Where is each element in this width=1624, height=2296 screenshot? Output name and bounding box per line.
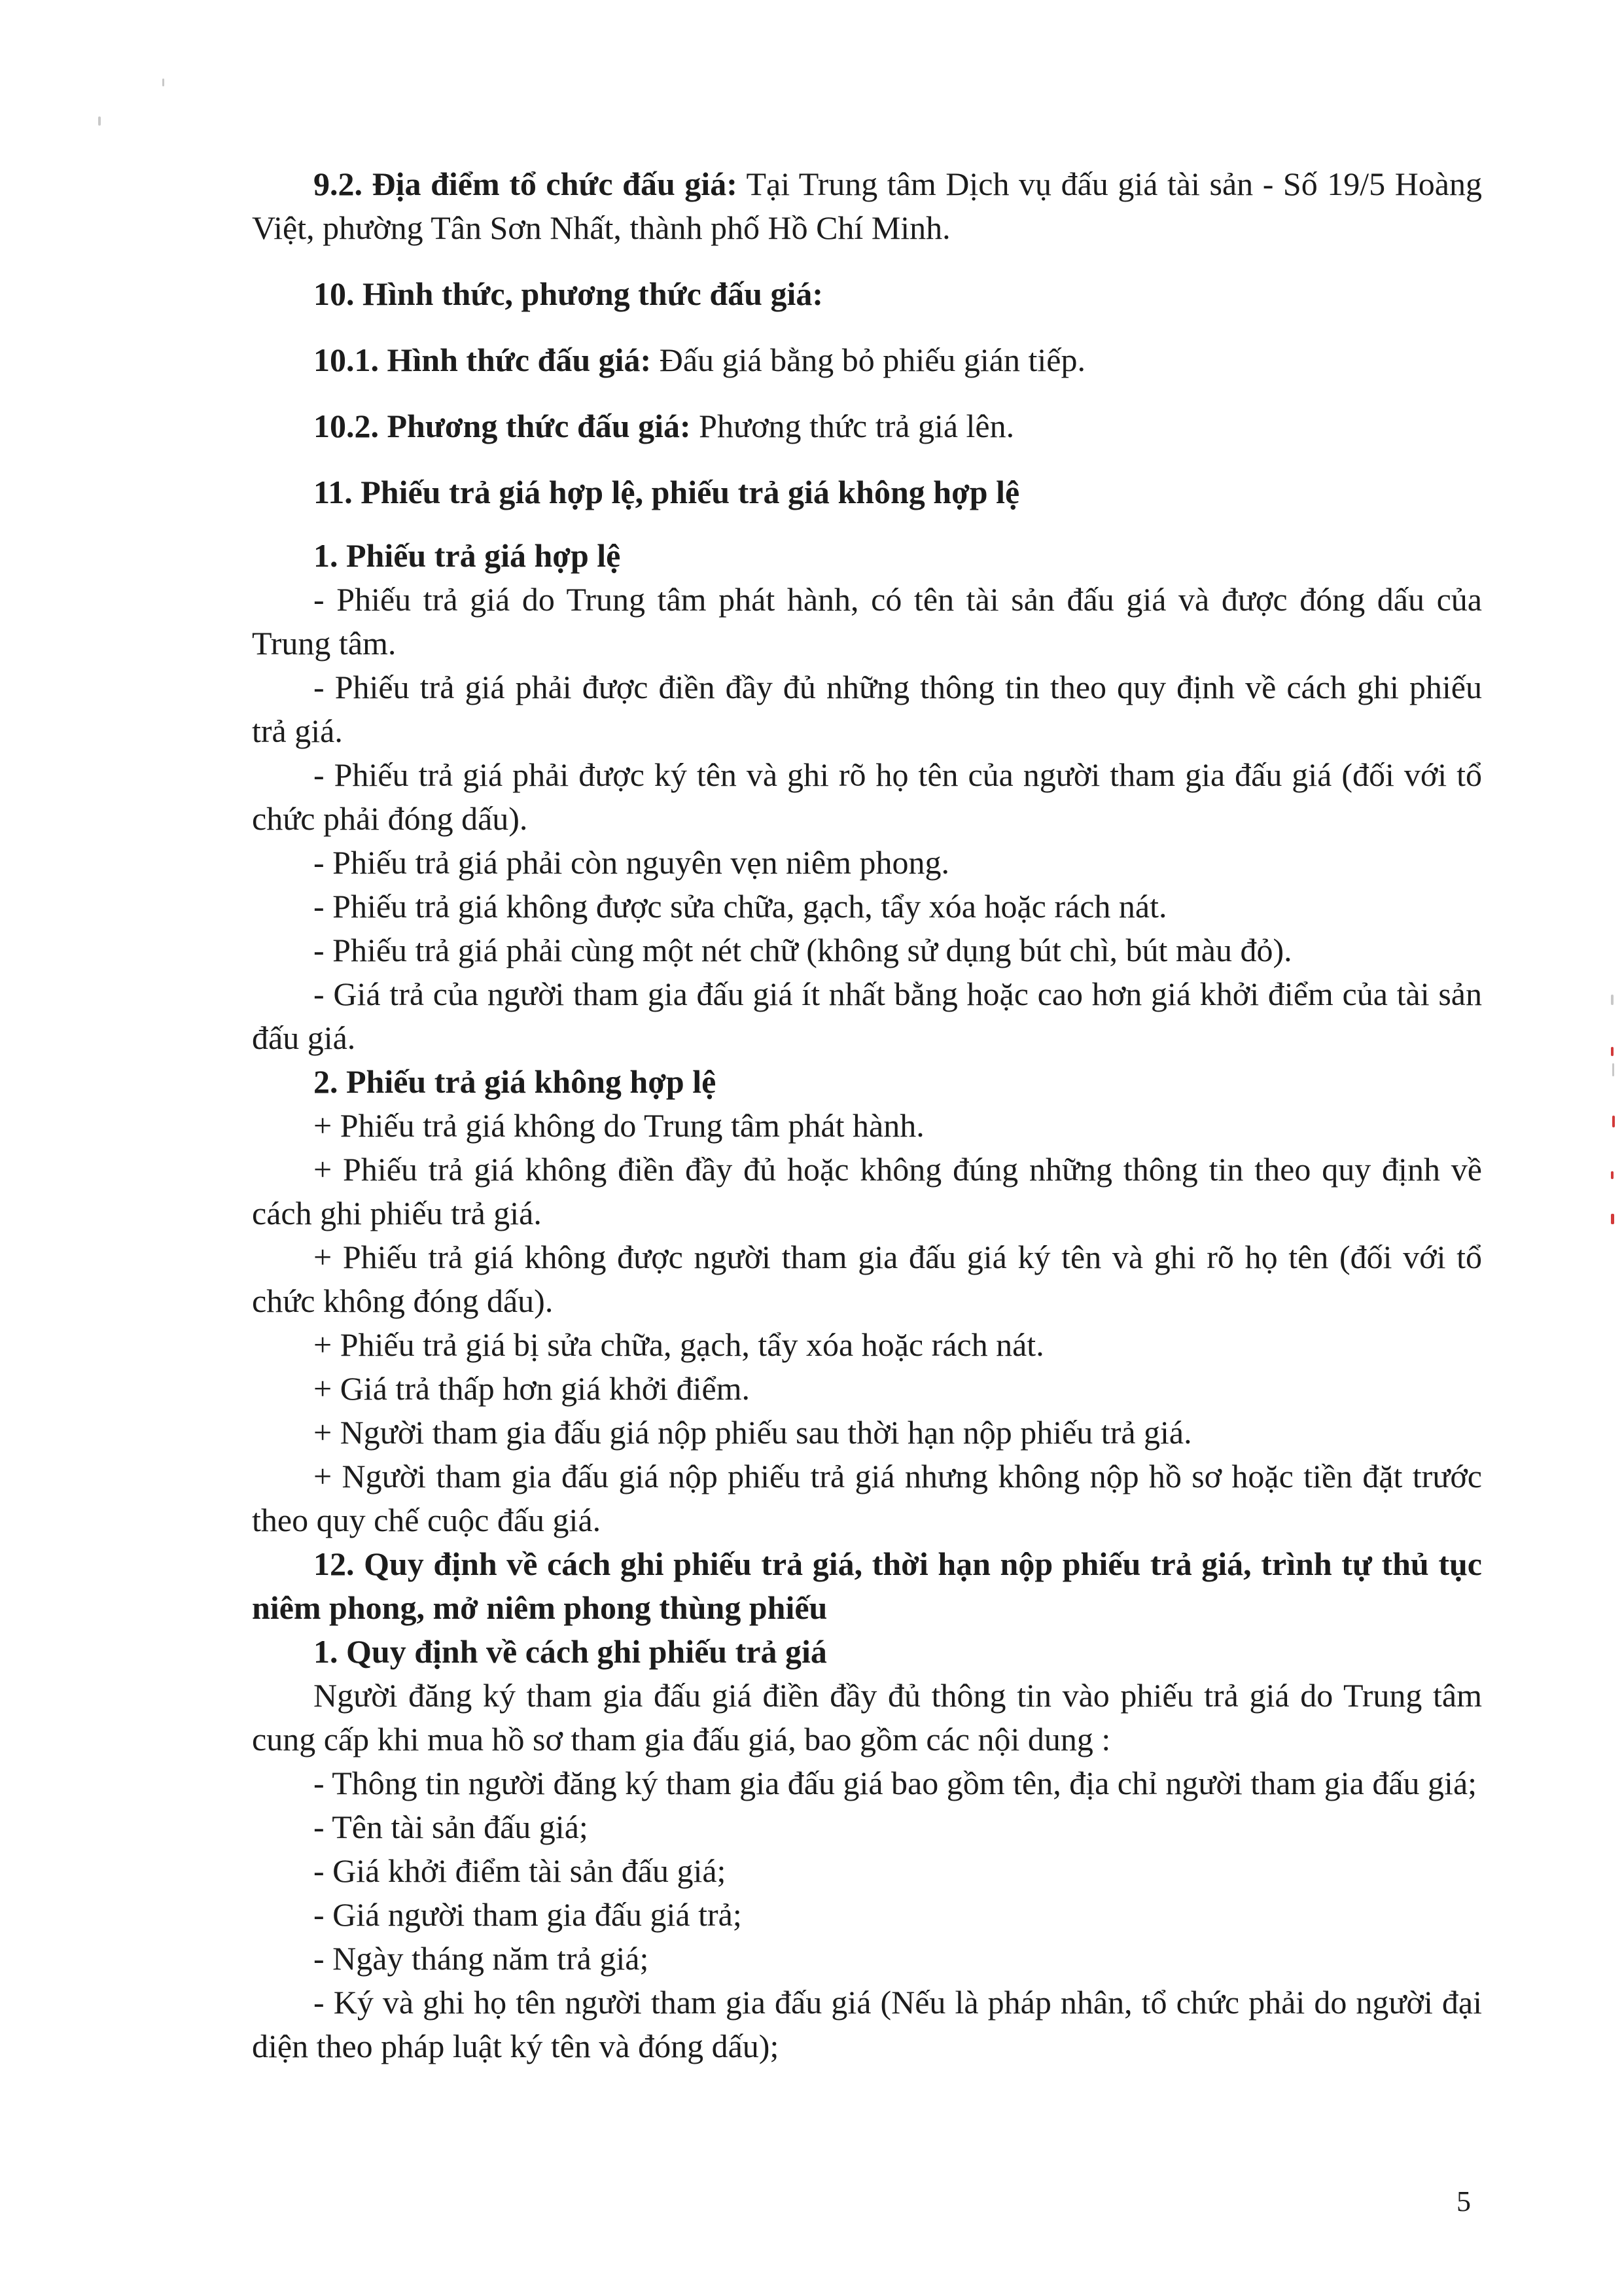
paragraph-text: - Giá khởi điểm tài sản đấu giá;: [313, 1852, 726, 1889]
paragraph-text: - Phiếu trả giá phải được ký tên và ghi rõ họ tên của người tham gia đấu giá (đối với tổ chức phải đóng dấu).: [252, 756, 1482, 837]
paragraph-lead: 2. Phiếu trả giá không hợp lệ: [313, 1063, 716, 1100]
list-item: [252, 972, 1482, 1060]
list-item: [252, 1761, 1482, 1805]
paragraph-lead: 11. Phiếu trả giá hợp lệ, phiếu trả giá không hợp lệ: [313, 474, 1020, 510]
paragraph-text: + Phiếu trả giá không được người tham gia đấu giá ký tên và ghi rõ họ tên (đối với tổ chức không đóng dấu).: [252, 1239, 1482, 1319]
paragraph: [252, 1674, 1482, 1761]
list-item: [252, 1367, 1482, 1411]
page-number: 5: [1456, 2185, 1471, 2217]
paragraph-text: - Giá người tham gia đấu giá trả;: [313, 1896, 742, 1933]
list-item: [252, 1455, 1482, 1542]
paragraph-text: + Giá trả thấp hơn giá khởi điểm.: [313, 1370, 750, 1407]
scan-mark: [98, 116, 101, 126]
paragraph-lead: 12. Quy định về cách ghi phiếu trả giá, thời hạn nộp phiếu trả giá, trình tự thủ tục niêm phong, mở niêm phong thùng phiếu: [252, 1545, 1482, 1626]
paragraph-text: - Phiếu trả giá không được sửa chữa, gạch, tẩy xóa hoặc rách nát.: [313, 888, 1167, 925]
scan-mark: [1611, 1047, 1614, 1056]
paragraph-lead: 10. Hình thức, phương thức đấu giá:: [313, 275, 823, 312]
heading-12: [252, 1542, 1482, 1630]
document-body: [252, 162, 1482, 2068]
list-item: [252, 1981, 1482, 2068]
list-item: [252, 1893, 1482, 1937]
paragraph-text: Người đăng ký tham gia đấu giá điền đầy đủ thông tin vào phiếu trả giá do Trung tâm cung cấp khi mua hồ sơ tham gia đấu giá, bao gồm các nội dung :: [252, 1677, 1482, 1757]
subheading-valid-ballot: [252, 534, 1482, 578]
list-item: [252, 1235, 1482, 1323]
paragraph-lead: 10.2. Phương thức đấu giá:: [313, 408, 691, 444]
list-item: [252, 1937, 1482, 1981]
paragraph-lead: 9.2. Địa điểm tổ chức đấu giá:: [313, 166, 737, 202]
paragraph-10-2: [252, 404, 1482, 448]
paragraph-text: - Giá trả của người tham gia đấu giá ít nhất bằng hoặc cao hơn giá khởi điểm của tài sản đấu giá.: [252, 976, 1482, 1056]
heading-11: [252, 470, 1482, 514]
list-item: [252, 665, 1482, 753]
scan-mark: [1611, 1214, 1614, 1224]
list-item: [252, 841, 1482, 885]
paragraph-text: - Phiếu trả giá phải cùng một nét chữ (không sử dụng bút chì, bút màu đỏ).: [313, 932, 1292, 968]
scan-mark: [1612, 1116, 1615, 1127]
scan-mark: [162, 79, 164, 86]
scan-mark: [1612, 1063, 1614, 1076]
paragraph-text: - Thông tin người đăng ký tham gia đấu giá bao gồm tên, địa chỉ người tham gia đấu giá;: [313, 1765, 1477, 1801]
paragraph-text: Tại Trung tâm Dịch vụ đấu giá tài sản - Số 19/5 Hoàng Việt, phường Tân Sơn Nhất, thành phố Hồ Chí Minh.: [252, 166, 1482, 246]
paragraph-text: Phương thức trả giá lên.: [690, 408, 1015, 444]
paragraph-10-1: [252, 338, 1482, 382]
list-item: [252, 1148, 1482, 1235]
paragraph-9-2: [252, 162, 1482, 250]
paragraph-text: + Phiếu trả giá bị sửa chữa, gạch, tẩy xóa hoặc rách nát.: [313, 1326, 1044, 1363]
list-item: [252, 753, 1482, 841]
list-item: [252, 885, 1482, 928]
paragraph-text: Đấu giá bằng bỏ phiếu gián tiếp.: [651, 342, 1086, 378]
list-item: [252, 928, 1482, 972]
paragraph-text: - Ký và ghi họ tên người tham gia đấu giá (Nếu là pháp nhân, tổ chức phải do người đại diện theo pháp luật ký tên và đóng dấu);: [252, 1984, 1482, 2064]
paragraph-text: + Phiếu trả giá không điền đầy đủ hoặc không đúng những thông tin theo quy định về cách ghi phiếu trả giá.: [252, 1151, 1482, 1231]
list-item: [252, 578, 1482, 665]
subheading-ballot-writing-rules: [252, 1630, 1482, 1674]
paragraph-text: + Người tham gia đấu giá nộp phiếu trả giá nhưng không nộp hồ sơ hoặc tiền đặt trước theo quy chế cuộc đấu giá.: [252, 1458, 1482, 1538]
paragraph-lead: 10.1. Hình thức đấu giá:: [313, 342, 652, 378]
scan-mark: [1611, 995, 1614, 1005]
paragraph-lead: 1. Quy định về cách ghi phiếu trả giá: [313, 1633, 827, 1670]
list-item: [252, 1849, 1482, 1893]
paragraph-text: - Ngày tháng năm trả giá;: [313, 1940, 649, 1977]
list-item: [252, 1323, 1482, 1367]
heading-10: [252, 272, 1482, 316]
paragraph-text: - Phiếu trả giá do Trung tâm phát hành, có tên tài sản đấu giá và được đóng dấu của Trung tâm.: [252, 581, 1482, 662]
paragraph-text: + Người tham gia đấu giá nộp phiếu sau thời hạn nộp phiếu trả giá.: [313, 1414, 1192, 1451]
paragraph-text: - Phiếu trả giá phải được điền đầy đủ những thông tin theo quy định về cách ghi phiếu trả giá.: [252, 669, 1482, 749]
list-item: [252, 1104, 1482, 1148]
list-item: [252, 1411, 1482, 1455]
list-item: [252, 1805, 1482, 1849]
paragraph-text: + Phiếu trả giá không do Trung tâm phát hành.: [313, 1107, 925, 1144]
paragraph-text: - Tên tài sản đấu giá;: [313, 1809, 588, 1845]
paragraph-text: - Phiếu trả giá phải còn nguyên vẹn niêm phong.: [313, 844, 949, 881]
scan-mark: [1611, 1171, 1614, 1179]
subheading-invalid-ballot: [252, 1060, 1482, 1104]
paragraph-lead: 1. Phiếu trả giá hợp lệ: [313, 537, 621, 574]
